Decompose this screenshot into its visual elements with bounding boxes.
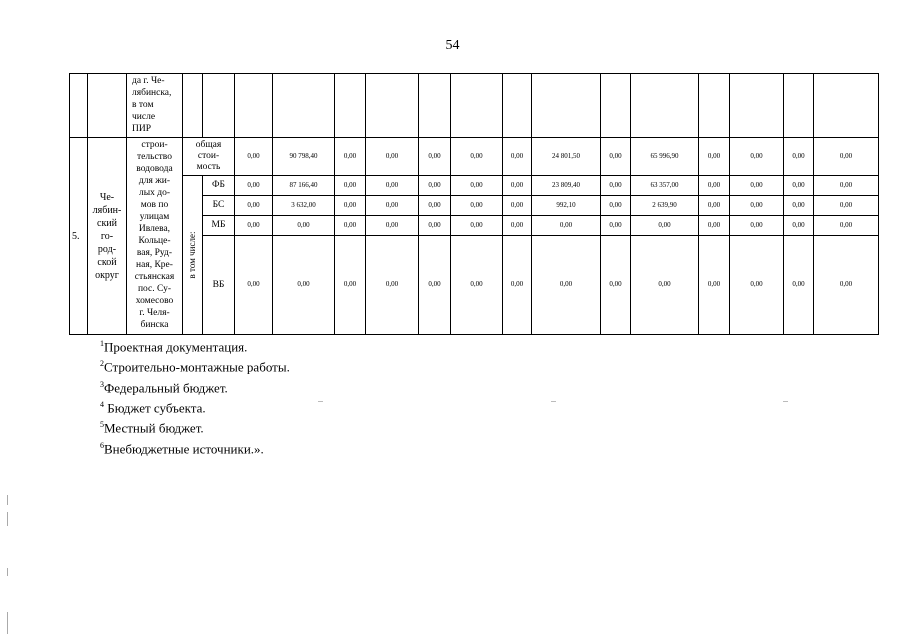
footnote-text: Местный бюджет.: [104, 420, 204, 436]
value-cell: 0,00: [503, 236, 532, 335]
value-cell: 0,00: [699, 196, 730, 216]
value-cell: 0,00: [235, 216, 273, 236]
value-cell: 0,00: [814, 138, 879, 176]
value-cell: 0,00: [699, 138, 730, 176]
value-cell: 0,00: [601, 138, 631, 176]
value-cell: 2 639,90: [631, 196, 699, 216]
value-cell: 0,00: [235, 176, 273, 196]
value-cell: 0,00: [631, 216, 699, 236]
value-cell: 0,00: [335, 138, 366, 176]
value-cell: 0,00: [601, 216, 631, 236]
footnote-number: 1: [100, 339, 104, 348]
value-cell: 0,00: [784, 216, 814, 236]
value-cell: 24 801,50: [532, 138, 601, 176]
source-total: общая стои- мость: [183, 138, 235, 176]
footnote-text: Федеральный бюджет.: [104, 379, 228, 395]
scan-mark: [7, 495, 8, 505]
source-fb: ФБ: [203, 176, 235, 196]
value-cell: 0,00: [814, 216, 879, 236]
value-cell: 0,00: [631, 236, 699, 335]
object-name-continuation: да г. Че- лябинска, в том числе ПИР: [127, 74, 183, 138]
footnote-text: Проектная документация.: [104, 339, 248, 355]
object-name: строи- тельство водовода для жи- лых до- мов по улицам Ивлева, Кольце- вая, Руд- ная, Кре- стьянская пос. Су- хомесово г. Челя- бинска: [127, 138, 183, 335]
value-cell: 0,00: [273, 216, 335, 236]
value-cell: 90 798,40: [273, 138, 335, 176]
value-cell: 0,00: [814, 196, 879, 216]
value-cell: 65 996,90: [631, 138, 699, 176]
value-cell: 0,00: [730, 216, 784, 236]
footnote-text: Строительно-монтажные работы.: [104, 359, 290, 375]
value-cell: 0,00: [366, 236, 419, 335]
source-mb: МБ: [203, 216, 235, 236]
footnote: [100, 335, 290, 355]
value-cell: 0,00: [451, 236, 503, 335]
value-cell: 3 632,00: [273, 196, 335, 216]
value-cell: 0,00: [730, 236, 784, 335]
scan-mark: [7, 512, 8, 526]
value-cell: 0,00: [730, 176, 784, 196]
in-total-label-text: в том числе:: [186, 231, 197, 279]
value-cell: 63 357,00: [631, 176, 699, 196]
value-cell: 0,00: [366, 138, 419, 176]
value-cell: 0,00: [532, 216, 601, 236]
value-cell: 0,00: [419, 176, 451, 196]
footnotes: [100, 335, 290, 457]
footnote-number: 3: [100, 379, 104, 389]
value-cell: 992,10: [532, 196, 601, 216]
footnote: [100, 437, 290, 457]
value-cell: 0,00: [419, 196, 451, 216]
value-cell: 0,00: [366, 216, 419, 236]
row-index: 5.: [70, 138, 88, 335]
scan-mark: [7, 568, 8, 576]
value-cell: 0,00: [601, 196, 631, 216]
source-vb: ВБ: [203, 236, 235, 335]
value-cell: 0,00: [814, 236, 879, 335]
value-cell: 0,00: [273, 236, 335, 335]
value-cell: 0,00: [503, 196, 532, 216]
source-bs: БС: [203, 196, 235, 216]
value-cell: 0,00: [784, 236, 814, 335]
scan-mark: [318, 401, 323, 402]
value-cell: 0,00: [784, 176, 814, 196]
footnote: [100, 396, 290, 416]
value-cell: 0,00: [235, 138, 273, 176]
scan-mark: [783, 401, 788, 402]
table-row: [70, 176, 879, 196]
table-row: [70, 74, 879, 138]
table-row: [70, 138, 879, 176]
value-cell: 0,00: [503, 176, 532, 196]
footnote-number: 4: [100, 399, 104, 409]
value-cell: 0,00: [335, 176, 366, 196]
value-cell: 0,00: [601, 176, 631, 196]
value-cell: 0,00: [814, 176, 879, 196]
value-cell: 0,00: [335, 216, 366, 236]
value-cell: 0,00: [730, 196, 784, 216]
page-number: 54: [445, 38, 460, 53]
value-cell: 0,00: [451, 196, 503, 216]
footnote: [100, 376, 290, 396]
value-cell: 0,00: [419, 236, 451, 335]
value-cell: 0,00: [366, 196, 419, 216]
value-cell: 0,00: [451, 176, 503, 196]
in-total-label: [183, 176, 203, 335]
footnote-text: Бюджет субъекта.: [104, 400, 206, 416]
value-cell: 0,00: [451, 138, 503, 176]
value-cell: 0,00: [366, 176, 419, 196]
footnote-number: 5: [100, 420, 104, 430]
value-cell: 0,00: [419, 216, 451, 236]
value-cell: 0,00: [730, 138, 784, 176]
value-cell: 0,00: [235, 236, 273, 335]
footnote-text: Внебюджетные источники.».: [104, 440, 264, 456]
footnote: [100, 355, 290, 375]
region-cell: Че- лябин- ский го- род- ской округ: [88, 138, 127, 335]
value-cell: 0,00: [451, 216, 503, 236]
value-cell: 0,00: [335, 236, 366, 335]
value-cell: 0,00: [784, 138, 814, 176]
footnote-number: 6: [100, 440, 104, 450]
value-cell: 23 809,40: [532, 176, 601, 196]
value-cell: 0,00: [235, 196, 273, 216]
value-cell: 87 166,40: [273, 176, 335, 196]
footnote-number: 2: [100, 359, 104, 369]
value-cell: 0,00: [532, 236, 601, 335]
value-cell: 0,00: [699, 236, 730, 335]
budget-table: [69, 73, 879, 335]
value-cell: 0,00: [503, 216, 532, 236]
scan-mark: [7, 612, 8, 634]
value-cell: 0,00: [419, 138, 451, 176]
value-cell: 0,00: [503, 138, 532, 176]
footnote: [100, 416, 290, 436]
value-cell: 0,00: [699, 216, 730, 236]
value-cell: 0,00: [601, 236, 631, 335]
value-cell: 0,00: [699, 176, 730, 196]
value-cell: 0,00: [784, 196, 814, 216]
scan-mark: [551, 401, 556, 402]
value-cell: 0,00: [335, 196, 366, 216]
